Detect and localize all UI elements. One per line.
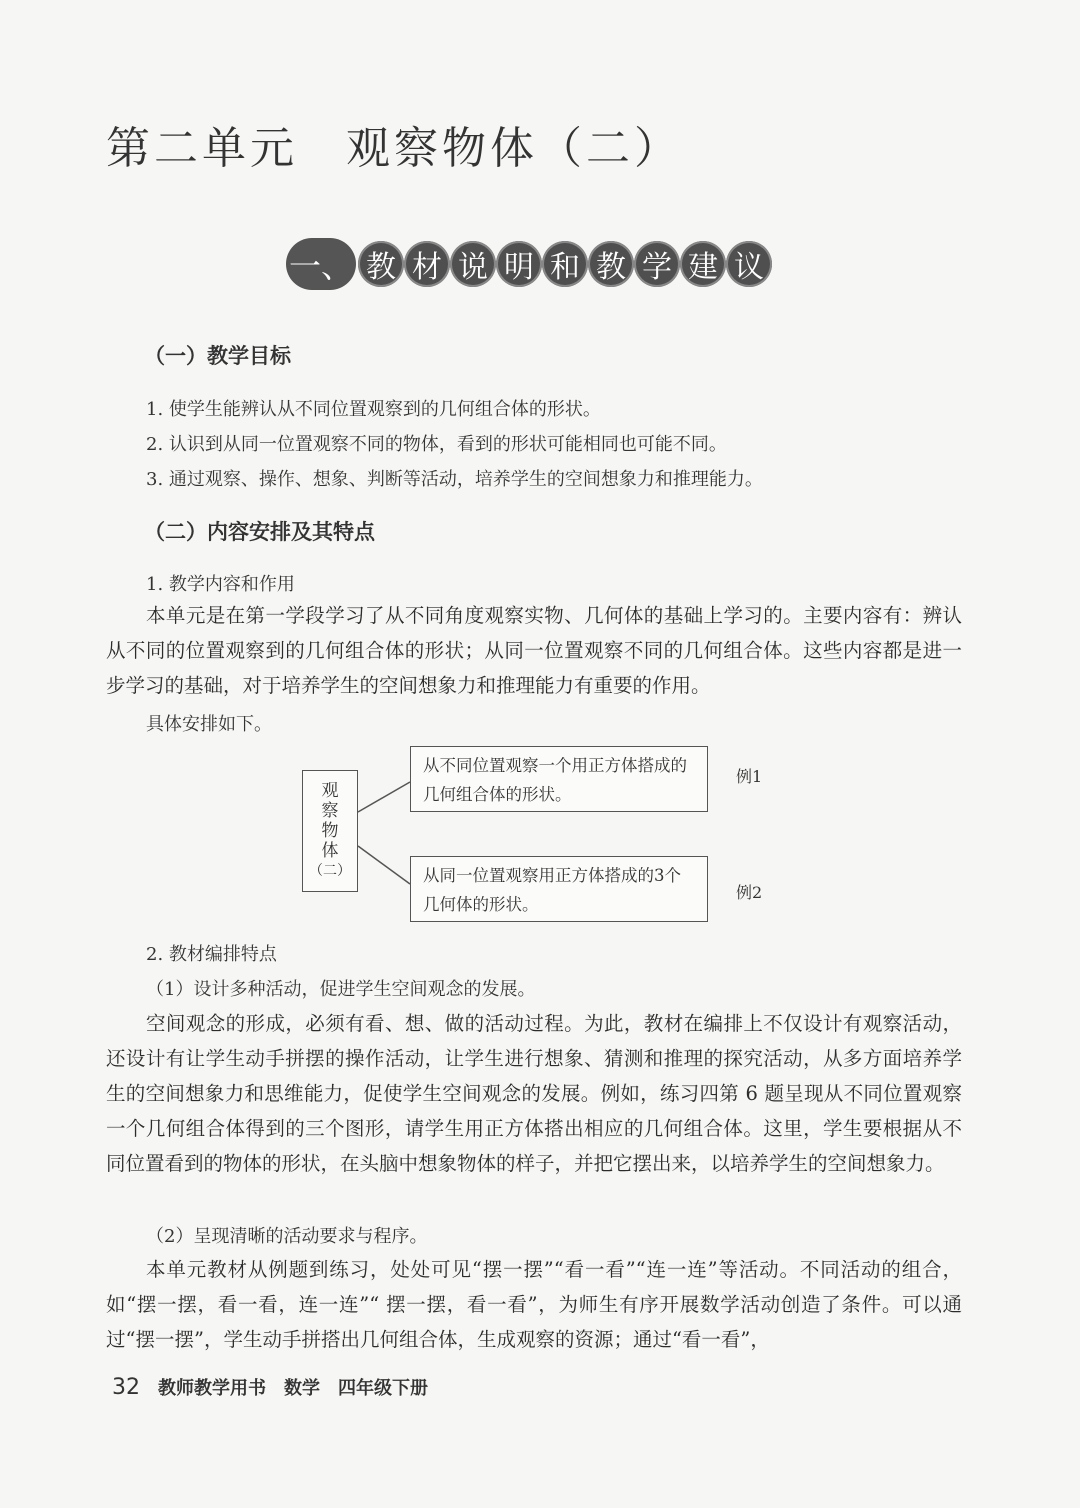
subsection-title: 2. 教材编排特点 xyxy=(146,944,277,965)
diagram-root xyxy=(302,770,358,892)
goal-item: 3. 通过观察、操作、想象、判断等活动，培养学生的空间想象力和推理能力。 xyxy=(146,469,763,490)
page-footer xyxy=(112,1374,428,1400)
grade: 四年级下册 xyxy=(338,1378,428,1399)
point-title: （1）设计多种活动，促进学生空间观念的发展。 xyxy=(146,979,536,1000)
example-label-2: 例2 xyxy=(736,883,763,902)
banner-char: 教 xyxy=(588,241,634,287)
paragraph: 本单元是在第一学段学习了从不同角度观察实物、几何体的基础上学习的。主要内容有：辨认从不同的位置观察到的几何组合体的形状；从同一位置观察不同的几何组合体。这些内容都是进一步学习的基础，对于培养学生的空间想象力和推理能力有重要的作用。 xyxy=(106,604,962,697)
subject: 数学 xyxy=(284,1378,320,1399)
subsection-title: 1. 教学内容和作用 xyxy=(146,574,295,595)
diagram-root-char: 察 xyxy=(321,801,339,821)
unit-title: 第二单元 观察物体（二） xyxy=(106,123,682,174)
diagram-root-char: （二） xyxy=(309,863,351,879)
goal-item: 2. 认识到从同一位置观察不同的物体，看到的形状可能相同也可能不同。 xyxy=(146,434,727,455)
banner-char: 学 xyxy=(634,241,680,287)
diagram-root-char: 观 xyxy=(321,781,339,801)
banner-char: 材 xyxy=(404,241,450,287)
diagram-box-1: 从不同位置观察一个用正方体搭成的几何组合体的形状。 xyxy=(410,746,708,812)
banner-number: 一、 xyxy=(286,238,356,290)
goal-item: 1. 使学生能辨认从不同位置观察到的几何组合体的形状。 xyxy=(146,399,601,420)
paragraph-line: 具体安排如下。 xyxy=(146,714,272,735)
banner-char: 建 xyxy=(680,241,726,287)
point-title: （2）呈现清晰的活动要求与程序。 xyxy=(146,1226,428,1247)
banner-char: 教 xyxy=(358,241,404,287)
page-number: 32 xyxy=(112,1375,140,1400)
banner-char: 明 xyxy=(496,241,542,287)
paragraph: 空间观念的形成，必须有看、想、做的活动过程。为此，教材在编排上不仅设计有观察活动，还设计有让学生动手拼摆的操作活动，让学生进行想象、猜测和推理的探究活动，从多方面培养学生的空间想象力和思维能力，促使学生空间观念的发展。例如，练习四第 6 题呈现从不同位置观察一个几何组合体得到的三个图形，请学生用正方体搭出相应的几何组合体。这里，学生要根据从不同位置看到的物体的形状，在头脑中想象物体的样子，并把它摆出来，以培养学生的空间想象力。 xyxy=(106,1012,962,1175)
banner-char: 和 xyxy=(542,241,588,287)
diagram-box-2: 从同一位置观察用正方体搭成的3个几何体的形状。 xyxy=(410,856,708,922)
goals-heading: （一）教学目标 xyxy=(144,344,291,368)
diagram-root-char: 物 xyxy=(321,821,339,841)
content-heading: （二）内容安排及其特点 xyxy=(144,520,375,544)
connector-line xyxy=(358,846,410,884)
paragraph: 本单元教材从例题到练习，处处可见“摆一摆”“看一看”“连一连”等活动。不同活动的组合，如“摆一摆，看一看，连一连”“ 摆一摆，看一看”，为师生有序开展数学活动创造了条件。可以通过“摆一摆”，学生动手拼搭出几何组合体，生成观察的资源；通过“看一看”， xyxy=(106,1258,962,1351)
banner-char: 说 xyxy=(450,241,496,287)
banner-char: 议 xyxy=(726,241,772,287)
example-label-1: 例1 xyxy=(736,767,763,786)
diagram-root-char: 体 xyxy=(321,841,339,861)
book-title: 教师教学用书 xyxy=(158,1378,266,1399)
connector-line xyxy=(358,782,410,812)
